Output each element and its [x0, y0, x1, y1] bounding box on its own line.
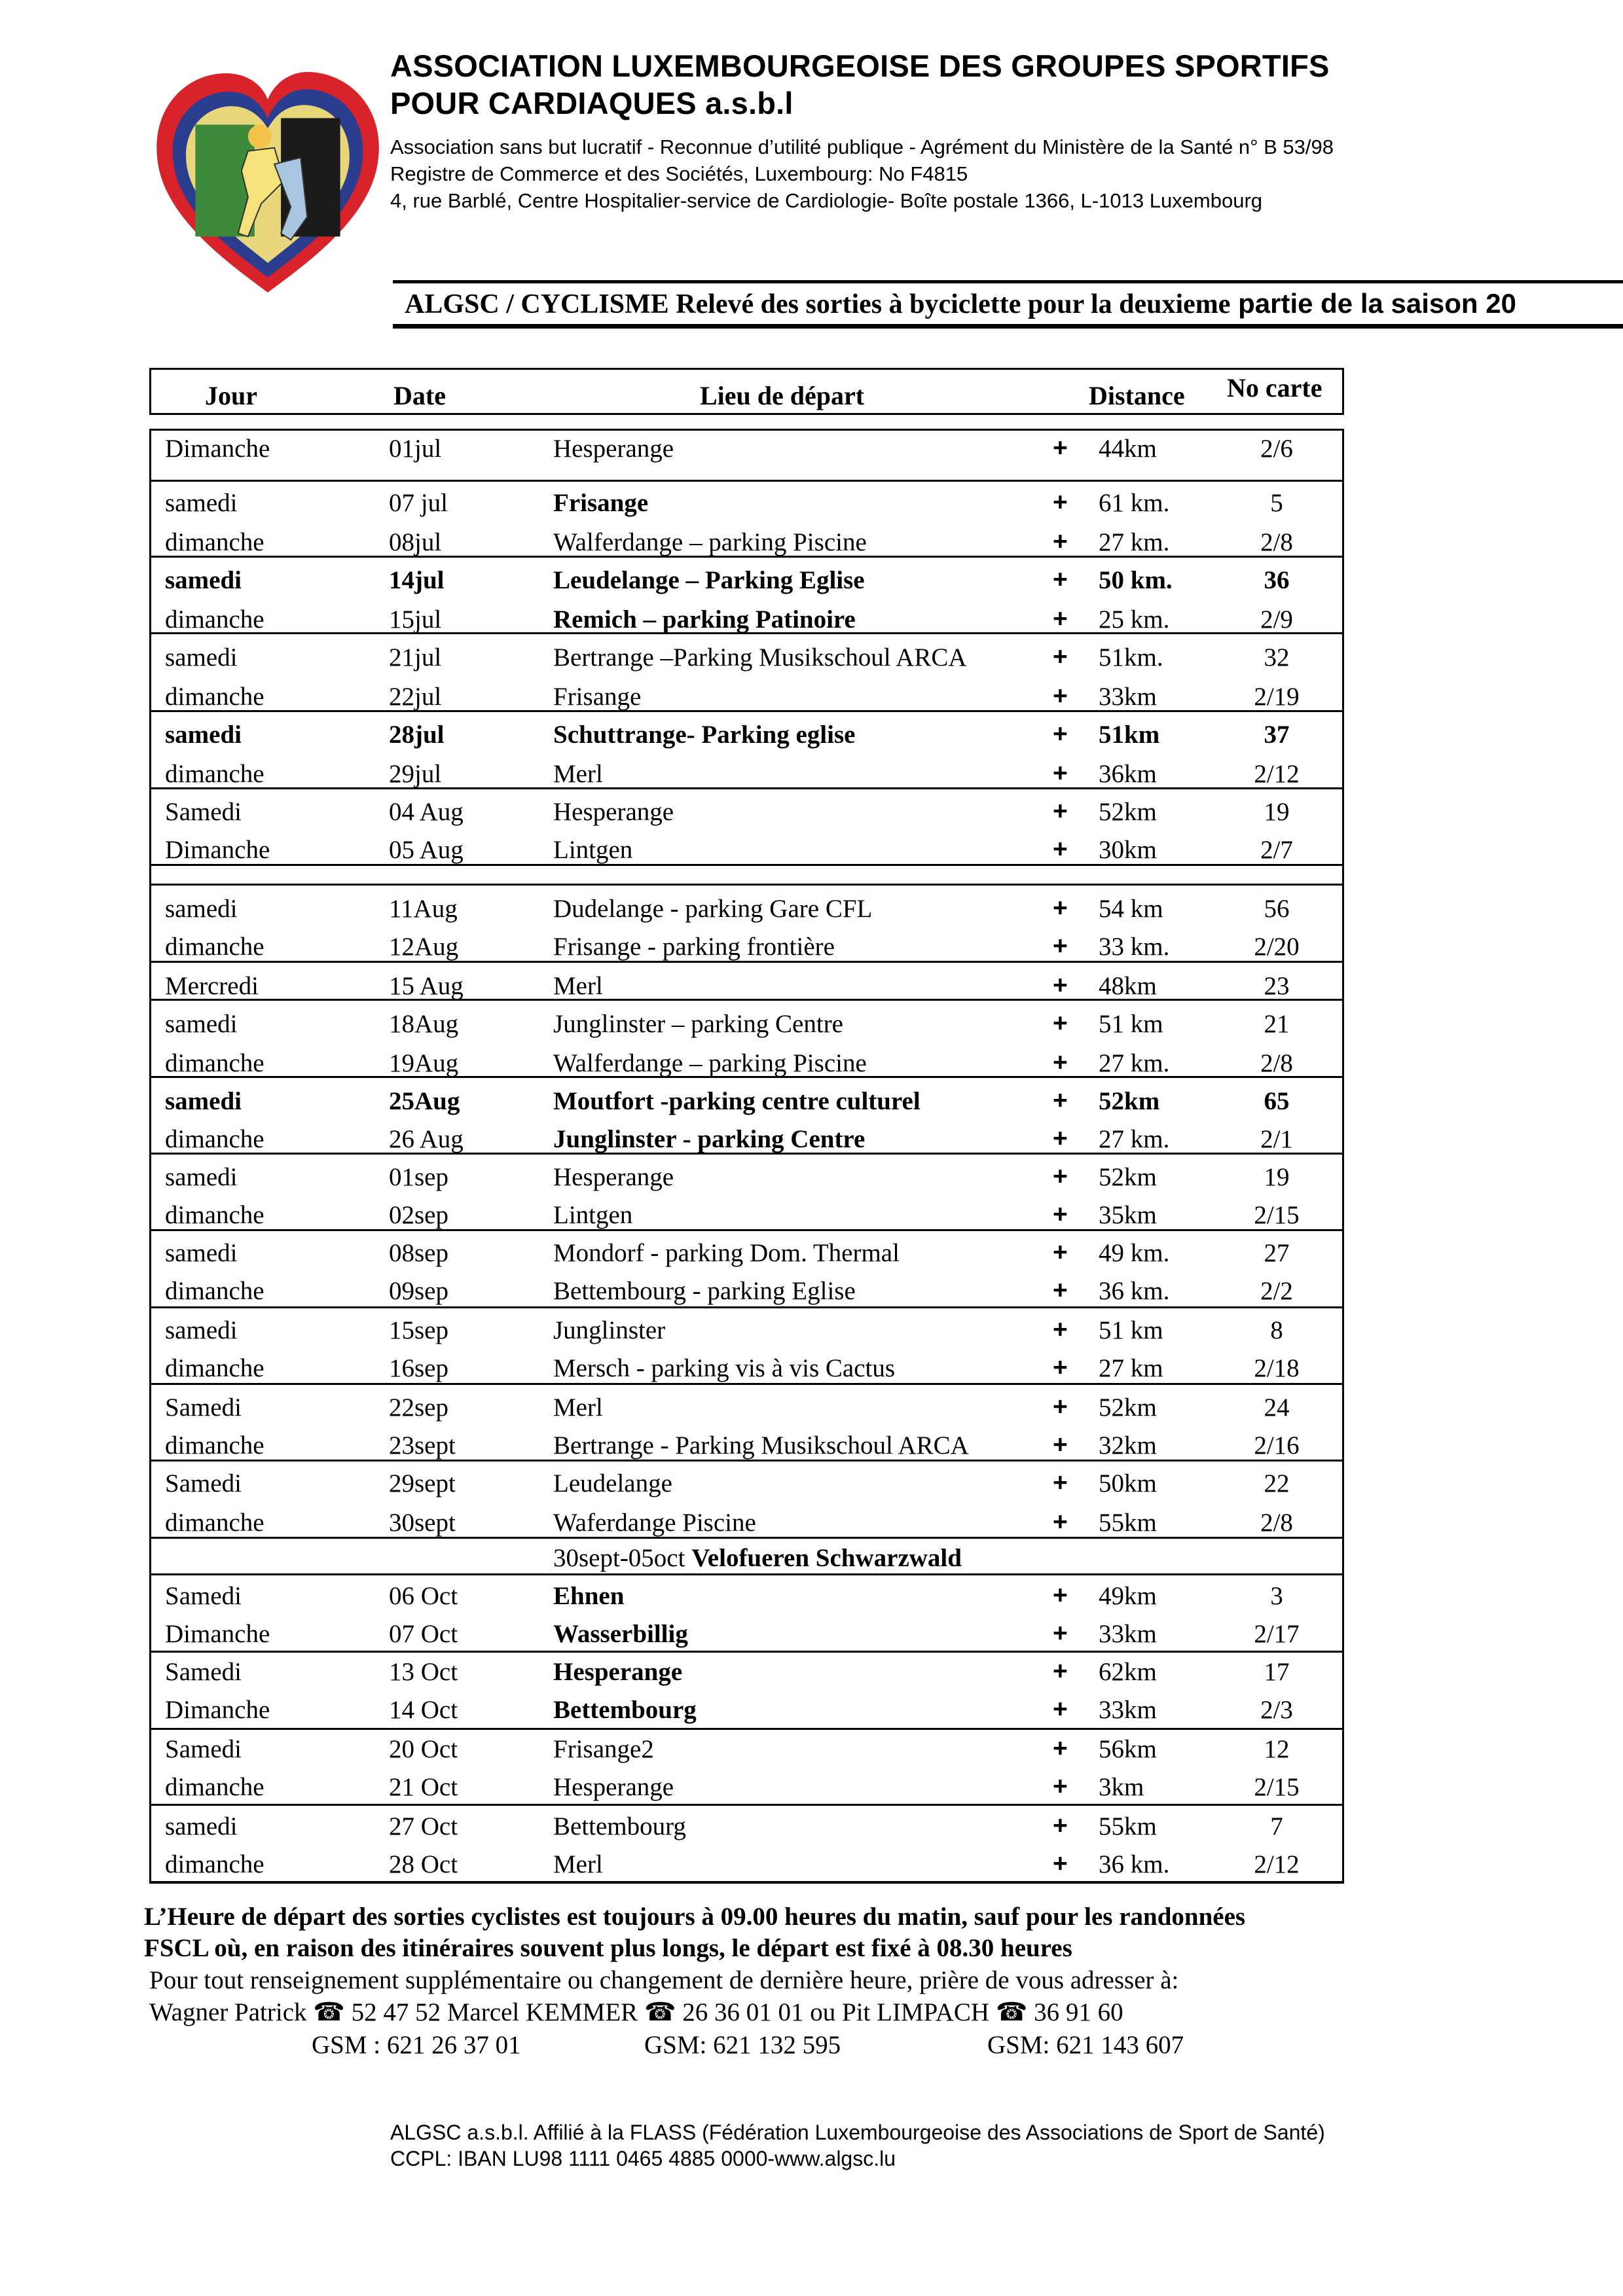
row-location: Dudelange - parking Gare CFL: [553, 895, 873, 923]
row-day: dimanche: [165, 1354, 264, 1382]
row-card-number: 2/18: [1254, 1354, 1300, 1382]
row-day: Samedi: [165, 798, 242, 826]
row-location: Merl: [553, 760, 603, 788]
row-day: dimanche: [165, 605, 264, 634]
row-distance: 44km: [1099, 435, 1157, 463]
row-plus: +: [1053, 894, 1068, 922]
row-card-number: 2/20: [1254, 933, 1300, 961]
row-date: 27 Oct: [389, 1812, 458, 1840]
row-distance: 49km: [1099, 1582, 1157, 1610]
row-location: Hesperange: [553, 435, 674, 463]
row-plus: +: [1053, 1657, 1068, 1685]
row-distance: 55km: [1099, 1509, 1157, 1537]
row-location: Walferdange – parking Piscine: [553, 1049, 867, 1077]
row-card-number: 2/12: [1254, 1850, 1300, 1878]
row-date: 12Aug: [389, 933, 459, 961]
row-day: dimanche: [165, 1850, 264, 1878]
row-date: 15sep: [389, 1316, 448, 1344]
row-location: Moutfort -parking centre culturel: [553, 1087, 921, 1115]
departure-time-note: [144, 1901, 1245, 1964]
row-card-number: 2/8: [1260, 1509, 1293, 1537]
row-location: Hesperange: [553, 798, 674, 826]
special-event-dates: 30sept-05oct: [553, 1544, 692, 1572]
row-card-number: 2/9: [1260, 605, 1293, 634]
row-plus: +: [1053, 1812, 1068, 1840]
row-card-number: 3: [1270, 1582, 1283, 1610]
column-header-date: Date: [393, 381, 446, 410]
row-plus: +: [1053, 1469, 1068, 1497]
organisation-name: [390, 47, 1330, 122]
row-plus: +: [1053, 1734, 1068, 1763]
row-distance: 51km.: [1099, 643, 1163, 672]
row-location: Junglinster – parking Centre: [553, 1010, 843, 1038]
row-day: dimanche: [165, 1277, 264, 1305]
row-plus: +: [1053, 565, 1068, 594]
row-card-number: 17: [1264, 1658, 1290, 1686]
row-distance: 51 km: [1099, 1316, 1163, 1344]
row-distance: 56km: [1099, 1735, 1157, 1763]
row-day: dimanche: [165, 1125, 264, 1153]
row-day: samedi: [165, 1239, 238, 1267]
row-card-number: 2/17: [1254, 1620, 1300, 1648]
row-plus: +: [1053, 720, 1068, 748]
special-event-row: [553, 1543, 962, 1573]
row-location: Hesperange: [553, 1163, 674, 1191]
row-location: Frisange: [553, 683, 642, 711]
row-card-number: 65: [1264, 1087, 1290, 1115]
row-date: 28jul: [389, 721, 445, 749]
document-title-part2: partie de la saison 20: [1230, 288, 1516, 319]
row-location: Lintgen: [553, 1201, 633, 1229]
row-distance: 27 km: [1099, 1354, 1163, 1382]
row-day: dimanche: [165, 933, 264, 961]
row-day: dimanche: [165, 760, 264, 788]
contact-note: [149, 1965, 1178, 1996]
row-location: Bettembourg: [553, 1812, 686, 1840]
row-day: Dimanche: [165, 836, 270, 864]
row-distance: 55km: [1099, 1812, 1157, 1840]
row-distance: 50km: [1099, 1469, 1157, 1498]
contact-gsm-3: GSM: 621 143 607: [987, 2031, 1184, 2059]
row-day: samedi: [165, 643, 238, 672]
row-distance: 48km: [1099, 972, 1157, 1000]
document-title-part1: ALGSC / CYCLISME Relevé des sorties à byciclette pour la deuxieme: [405, 289, 1231, 319]
row-date: 05 Aug: [389, 836, 464, 864]
row-distance: 52km: [1099, 1163, 1157, 1191]
row-date: 01sep: [389, 1163, 448, 1191]
row-card-number: 2/15: [1254, 1201, 1300, 1229]
row-date: 08sep: [389, 1239, 448, 1267]
organisation-info-line3: 4, rue Barblé, Centre Hospitalier-service de Cardiologie- Boîte postale 1366, L-1013 Luxembourg: [390, 189, 1263, 212]
row-distance: 51km: [1099, 721, 1160, 749]
row-distance: 3km: [1099, 1773, 1144, 1801]
row-plus: +: [1053, 1772, 1068, 1801]
row-day: dimanche: [165, 683, 264, 711]
row-distance: 62km: [1099, 1658, 1157, 1686]
table-divider: [149, 1804, 1344, 1806]
column-header-location: Lieu de départ: [700, 381, 865, 410]
contact-note-line: Pour tout renseignement supplémentaire ou changement de dernière heure, prière de vous adresser à:: [149, 1966, 1179, 1994]
row-plus: +: [1053, 797, 1068, 825]
row-card-number: 2/7: [1260, 836, 1293, 864]
row-plus: +: [1053, 1124, 1068, 1153]
contact-gsm-1: GSM : 621 26 37 01: [312, 2031, 521, 2059]
row-distance: 36 km.: [1099, 1277, 1170, 1305]
row-plus: +: [1053, 1238, 1068, 1266]
row-card-number: 32: [1264, 643, 1290, 672]
row-location: Merl: [553, 1850, 603, 1878]
row-plus: +: [1053, 1009, 1068, 1037]
row-location: Lintgen: [553, 836, 633, 864]
row-card-number: 19: [1264, 798, 1290, 826]
row-distance: 36 km.: [1099, 1850, 1170, 1878]
organisation-info: [390, 134, 1334, 214]
row-day: Samedi: [165, 1582, 242, 1610]
row-card-number: 19: [1264, 1163, 1290, 1191]
row-date: 16sep: [389, 1354, 448, 1382]
column-header-distance: Distance: [1089, 381, 1185, 410]
row-location: Wasserbillig: [553, 1620, 688, 1648]
special-event-name: Velofueren Schwarzwald: [691, 1544, 962, 1572]
table-divider: [149, 1306, 1344, 1308]
row-day: samedi: [165, 1087, 242, 1115]
row-card-number: 23: [1264, 972, 1290, 1000]
row-card-number: 2/12: [1254, 760, 1300, 788]
footer-line1: ALGSC a.s.b.l. Affilié à la FLASS (Fédération Luxembourgeoise des Associations de Sport de Santé): [390, 2121, 1325, 2144]
row-plus: +: [1053, 434, 1068, 462]
row-card-number: 2/2: [1260, 1277, 1293, 1305]
row-card-number: 22: [1264, 1469, 1290, 1498]
row-distance: 36km: [1099, 760, 1157, 788]
row-plus: +: [1053, 759, 1068, 787]
row-location: Bettembourg: [553, 1696, 697, 1724]
row-day: Samedi: [165, 1469, 242, 1498]
table-header: [149, 368, 1344, 415]
heart-logo: [149, 65, 386, 302]
row-location: Hesperange: [553, 1773, 674, 1801]
row-location: Mersch - parking vis à vis Cactus: [553, 1354, 896, 1382]
row-date: 08jul: [389, 528, 442, 556]
row-plus: +: [1053, 1695, 1068, 1723]
row-day: samedi: [165, 1163, 238, 1191]
row-location: Hesperange: [553, 1658, 683, 1686]
table-divider: [149, 1383, 1344, 1385]
row-plus: +: [1053, 932, 1068, 960]
row-location: Bertrange - Parking Musikschoul ARCA: [553, 1431, 969, 1460]
table-divider: [149, 710, 1344, 712]
row-location: Schuttrange- Parking eglise: [553, 721, 856, 749]
row-plus: +: [1053, 1316, 1068, 1344]
row-day: Samedi: [165, 1658, 242, 1686]
row-plus: +: [1053, 643, 1068, 671]
row-date: 30sept: [389, 1509, 456, 1537]
row-location: Bettembourg - parking Eglise: [553, 1277, 856, 1305]
row-date: 21jul: [389, 643, 442, 672]
row-card-number: 12: [1264, 1735, 1290, 1763]
row-location: Junglinster: [553, 1316, 666, 1344]
row-distance: 27 km.: [1099, 1125, 1170, 1153]
row-day: dimanche: [165, 1201, 264, 1229]
row-location: Leudelange – Parking Eglise: [553, 566, 865, 594]
table-divider: [149, 1229, 1344, 1231]
column-header-card: No carte: [1227, 373, 1322, 403]
row-date: 26 Aug: [389, 1125, 464, 1153]
row-date: 04 Aug: [389, 798, 464, 826]
row-date: 20 Oct: [389, 1735, 458, 1763]
row-distance: 52km: [1099, 1393, 1157, 1422]
row-date: 22sep: [389, 1393, 448, 1422]
row-date: 14jul: [389, 566, 445, 594]
row-plus: +: [1053, 488, 1068, 516]
row-card-number: 56: [1264, 895, 1290, 923]
row-distance: 27 km.: [1099, 1049, 1170, 1077]
row-card-number: 2/19: [1254, 683, 1300, 711]
row-location: Mondorf - parking Dom. Thermal: [553, 1239, 900, 1267]
row-card-number: 2/6: [1260, 435, 1293, 463]
row-date: 19Aug: [389, 1049, 459, 1077]
row-date: 02sep: [389, 1201, 448, 1229]
row-location: Frisange - parking frontière: [553, 933, 835, 961]
row-location: Ehnen: [553, 1582, 625, 1610]
row-plus: +: [1053, 1581, 1068, 1609]
row-date: 13 Oct: [389, 1658, 458, 1686]
row-distance: 51 km: [1099, 1010, 1163, 1038]
row-location: Frisange: [553, 489, 649, 517]
row-plus: +: [1053, 528, 1068, 556]
table-divider: [149, 999, 1344, 1001]
row-distance: 30km: [1099, 836, 1157, 864]
row-plus: +: [1053, 1276, 1068, 1304]
row-day: samedi: [165, 1316, 238, 1344]
row-card-number: 2/16: [1254, 1431, 1300, 1460]
row-location: Merl: [553, 1393, 603, 1422]
row-date: 22jul: [389, 683, 442, 711]
row-distance: 35km: [1099, 1201, 1157, 1229]
row-date: 14 Oct: [389, 1696, 458, 1724]
row-date: 29jul: [389, 760, 442, 788]
row-plus: +: [1053, 1049, 1068, 1077]
row-card-number: 2/3: [1260, 1696, 1293, 1724]
row-distance: 32km: [1099, 1431, 1157, 1460]
row-date: 28 Oct: [389, 1850, 458, 1878]
row-date: 15jul: [389, 605, 442, 634]
row-card-number: 24: [1264, 1393, 1290, 1422]
row-day: dimanche: [165, 1049, 264, 1077]
row-day: Samedi: [165, 1393, 242, 1422]
row-day: samedi: [165, 489, 238, 517]
row-distance: 33km: [1099, 1696, 1157, 1724]
row-day: dimanche: [165, 1773, 264, 1801]
row-card-number: 8: [1270, 1316, 1283, 1344]
row-distance: 61 km.: [1099, 489, 1170, 517]
row-card-number: 5: [1270, 489, 1283, 517]
contact-names: Wagner Patrick ☎ 52 47 52 Marcel KEMMER ☎ 26 36 01 01 ou Pit LIMPACH ☎ 36 91 60: [149, 1998, 1123, 2026]
row-date: 25Aug: [389, 1087, 460, 1115]
departure-time-note-line1: L’Heure de départ des sorties cyclistes est toujours à 09.00 heures du matin, sauf pour les randonnées: [144, 1903, 1246, 1931]
column-header-day: Jour: [205, 381, 257, 410]
table-divider: [149, 1573, 1344, 1575]
row-plus: +: [1053, 682, 1068, 710]
row-location: Frisange2: [553, 1735, 654, 1763]
row-distance: 33km: [1099, 1620, 1157, 1648]
row-card-number: 2/1: [1260, 1125, 1293, 1153]
row-date: 01jul: [389, 435, 442, 463]
row-location: Bertrange –Parking Musikschoul ARCA: [553, 643, 967, 672]
row-plus: +: [1053, 971, 1068, 999]
row-date: 18Aug: [389, 1010, 459, 1038]
row-plus: +: [1053, 1850, 1068, 1878]
row-date: 07 jul: [389, 489, 448, 517]
row-distance: 27 km.: [1099, 528, 1170, 556]
table-divider: [149, 787, 1344, 789]
organisation-name-line2: POUR CARDIAQUES a.s.b.l: [390, 86, 793, 120]
row-date: 23sept: [389, 1431, 456, 1460]
row-date: 29sept: [389, 1469, 456, 1498]
table-divider: [149, 884, 1344, 886]
row-day: Mercredi: [165, 972, 259, 1000]
organisation-name-line1: ASSOCIATION LUXEMBOURGEOISE DES GROUPES SPORTIFS: [390, 48, 1330, 83]
contact-gsm-2: GSM: 621 132 595: [644, 2031, 841, 2059]
footer: [390, 2119, 1325, 2172]
row-location: Leudelange: [553, 1469, 672, 1498]
row-plus: +: [1053, 1619, 1068, 1647]
row-distance: 25 km.: [1099, 605, 1170, 634]
organisation-info-line1: Association sans but lucratif - Reconnue d’utilité publique - Agrément du Ministère de la Santé n° B 53/98: [390, 135, 1334, 158]
row-date: 07 Oct: [389, 1620, 458, 1648]
row-day: Samedi: [165, 1735, 242, 1763]
row-day: samedi: [165, 1812, 238, 1840]
row-day: samedi: [165, 721, 242, 749]
row-card-number: 2/8: [1260, 1049, 1293, 1077]
footer-line2: CCPL: IBAN LU98 1111 0465 4885 0000-www.algsc.lu: [390, 2147, 896, 2170]
row-distance: 33km: [1099, 683, 1157, 711]
row-distance: 49 km.: [1099, 1239, 1170, 1267]
row-day: samedi: [165, 566, 242, 594]
row-plus: +: [1053, 1354, 1068, 1382]
row-date: 15 Aug: [389, 972, 464, 1000]
row-day: Dimanche: [165, 1696, 270, 1724]
row-location: Remich – parking Patinoire: [553, 605, 856, 634]
row-location: Waferdange Piscine: [553, 1509, 756, 1537]
row-card-number: 27: [1264, 1239, 1290, 1267]
row-card-number: 37: [1264, 721, 1290, 749]
row-card-number: 2/15: [1254, 1773, 1300, 1801]
row-date: 21 Oct: [389, 1773, 458, 1801]
row-day: dimanche: [165, 1509, 264, 1537]
row-plus: +: [1053, 1431, 1068, 1459]
row-card-number: 36: [1264, 566, 1290, 594]
table-divider: [149, 480, 1344, 482]
row-day: samedi: [165, 1010, 238, 1038]
heart-logo-figure-head: [248, 125, 272, 149]
row-date: 06 Oct: [389, 1582, 458, 1610]
row-card-number: 21: [1264, 1010, 1290, 1038]
row-card-number: 2/8: [1260, 528, 1293, 556]
table-divider: [149, 1728, 1344, 1730]
row-date: 09sep: [389, 1277, 448, 1305]
row-distance: 33 km.: [1099, 933, 1170, 961]
row-distance: 50 km.: [1099, 566, 1173, 594]
row-day: Dimanche: [165, 1620, 270, 1648]
row-location: Walferdange – parking Piscine: [553, 528, 867, 556]
row-plus: +: [1053, 605, 1068, 633]
row-plus: +: [1053, 1393, 1068, 1421]
row-plus: +: [1053, 1508, 1068, 1536]
row-distance: 54 km: [1099, 895, 1163, 923]
row-plus: +: [1053, 1200, 1068, 1229]
row-plus: +: [1053, 1162, 1068, 1191]
organisation-info-line2: Registre de Commerce et des Sociétés, Luxembourg: No F4815: [390, 162, 968, 185]
row-date: 11Aug: [389, 895, 458, 923]
row-plus: +: [1053, 835, 1068, 863]
departure-time-note-line2: FSCL où, en raison des itinéraires souvent plus longs, le départ est fixé à 08.30 heures: [144, 1934, 1072, 1962]
row-day: dimanche: [165, 528, 264, 556]
document-title: [405, 288, 1516, 320]
row-plus: +: [1053, 1086, 1068, 1115]
row-location: Merl: [553, 972, 603, 1000]
row-distance: 52km: [1099, 798, 1157, 826]
row-location: Junglinster - parking Centre: [553, 1125, 866, 1153]
table-divider: [149, 864, 1344, 866]
table-divider: [149, 1651, 1344, 1653]
row-distance: 52km: [1099, 1087, 1160, 1115]
row-card-number: 7: [1270, 1812, 1283, 1840]
row-day: samedi: [165, 895, 238, 923]
row-day: dimanche: [165, 1431, 264, 1460]
row-day: Dimanche: [165, 435, 270, 463]
